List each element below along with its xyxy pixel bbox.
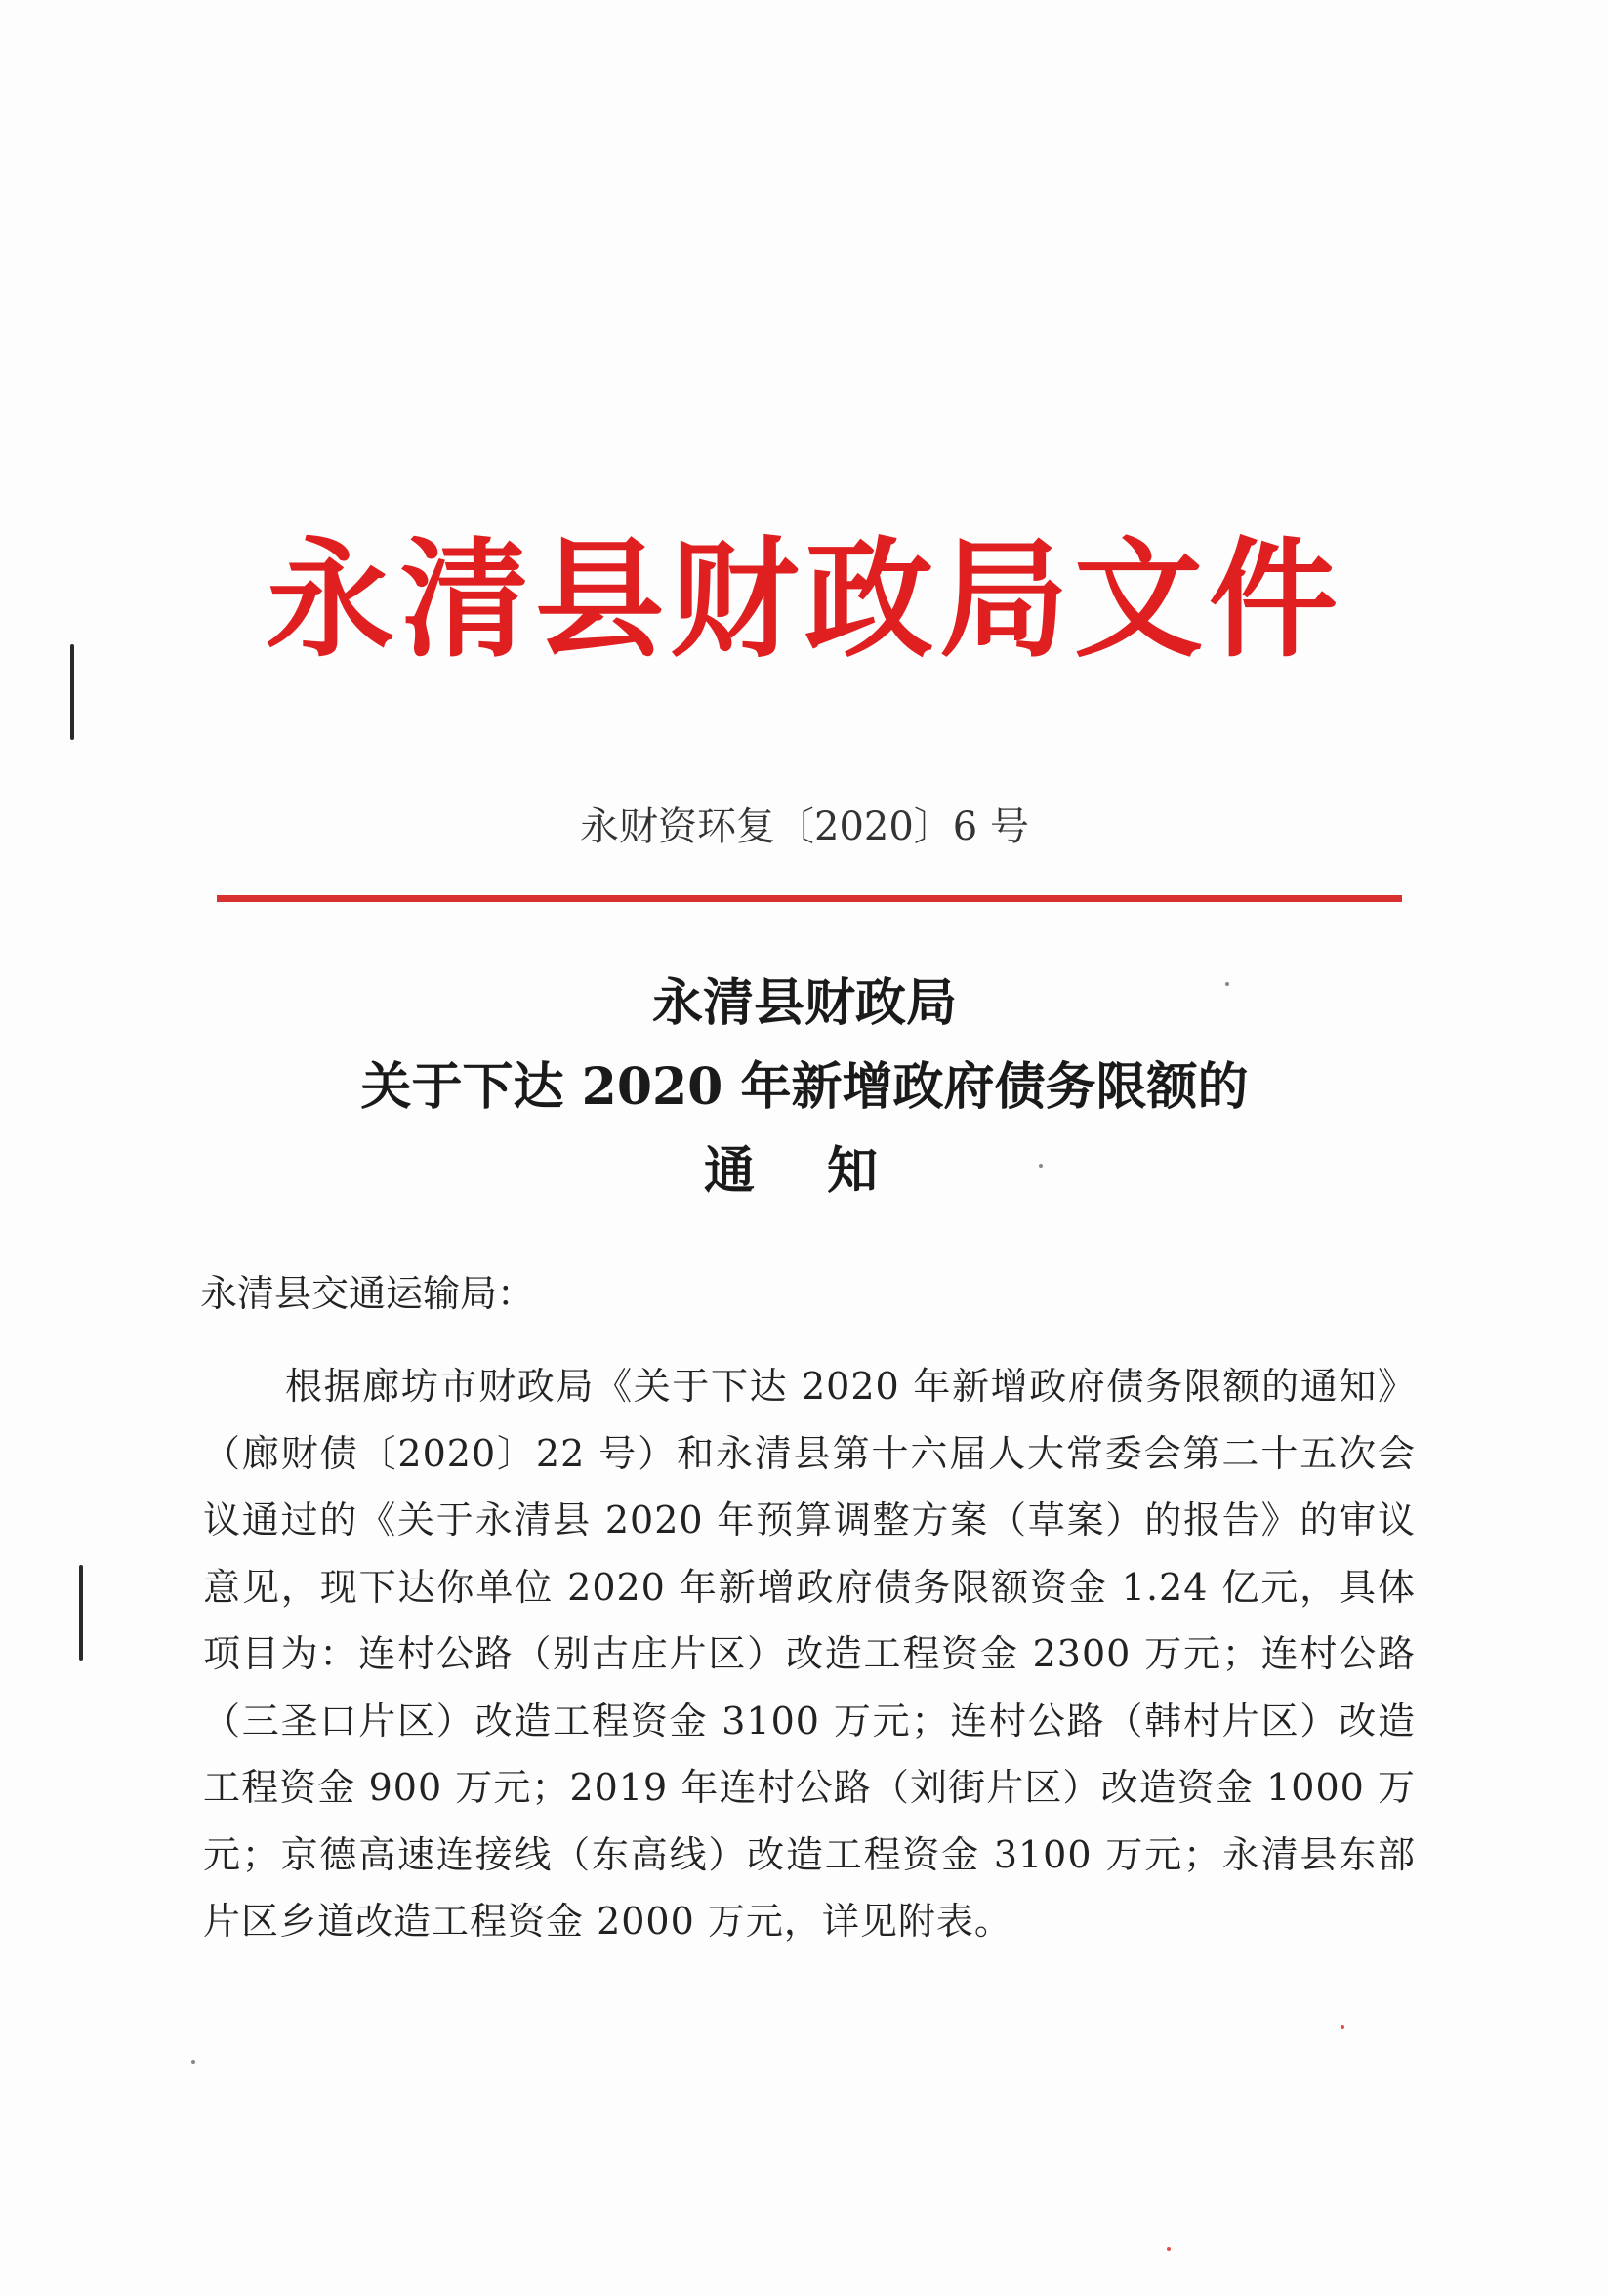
title-line-notice: 通 知 [703, 1141, 906, 1201]
scan-speck [1225, 982, 1229, 986]
scan-speck [191, 2060, 195, 2064]
binding-mark-bottom [79, 1565, 83, 1660]
notice-title [0, 962, 1609, 1213]
scan-speck [1167, 2247, 1171, 2251]
title-line-issuer: 永清县财政局 [651, 973, 957, 1033]
document-number: 永财资环复〔2020〕6 号 [580, 804, 1029, 849]
addressee: 永清县交通运输局： [200, 1272, 535, 1315]
document-header-title: 永清县财政局文件 [266, 525, 1343, 676]
scan-speck [1341, 2025, 1344, 2029]
scan-speck [1039, 1164, 1043, 1168]
title-line-subject: 关于下达 2020 年新增政府债务限额的 [360, 1057, 1249, 1117]
body-paragraph: 根据廊坊市财政局《关于下达 2020 年新增政府债务限额的通知》（廊财债〔2020〕22 号）和永清县第十六届人大常委会第二十五次会议通过的《关于永清县 2020 年预算调整方案（草案）的报告》的审议意见，现下达你单位 2020 年新增政府债务限额资金 1.24 亿元，具体项目为：连村公路（别古庄片区）改造工程资金 2300 万元；连村公路（三圣口片区）改造工程资金 3100 万元；连村公路（韩村片区）改造工程资金 900 万元；2019 年连村公路（刘街片区）改造资金 1000 万元；京德高速连接线（东高线）改造工程资金 3100 万元；永清县东部片区乡道改造工程资金 2000 万元，详见附表。 [203, 1365, 1416, 1943]
red-divider-line [217, 895, 1402, 902]
